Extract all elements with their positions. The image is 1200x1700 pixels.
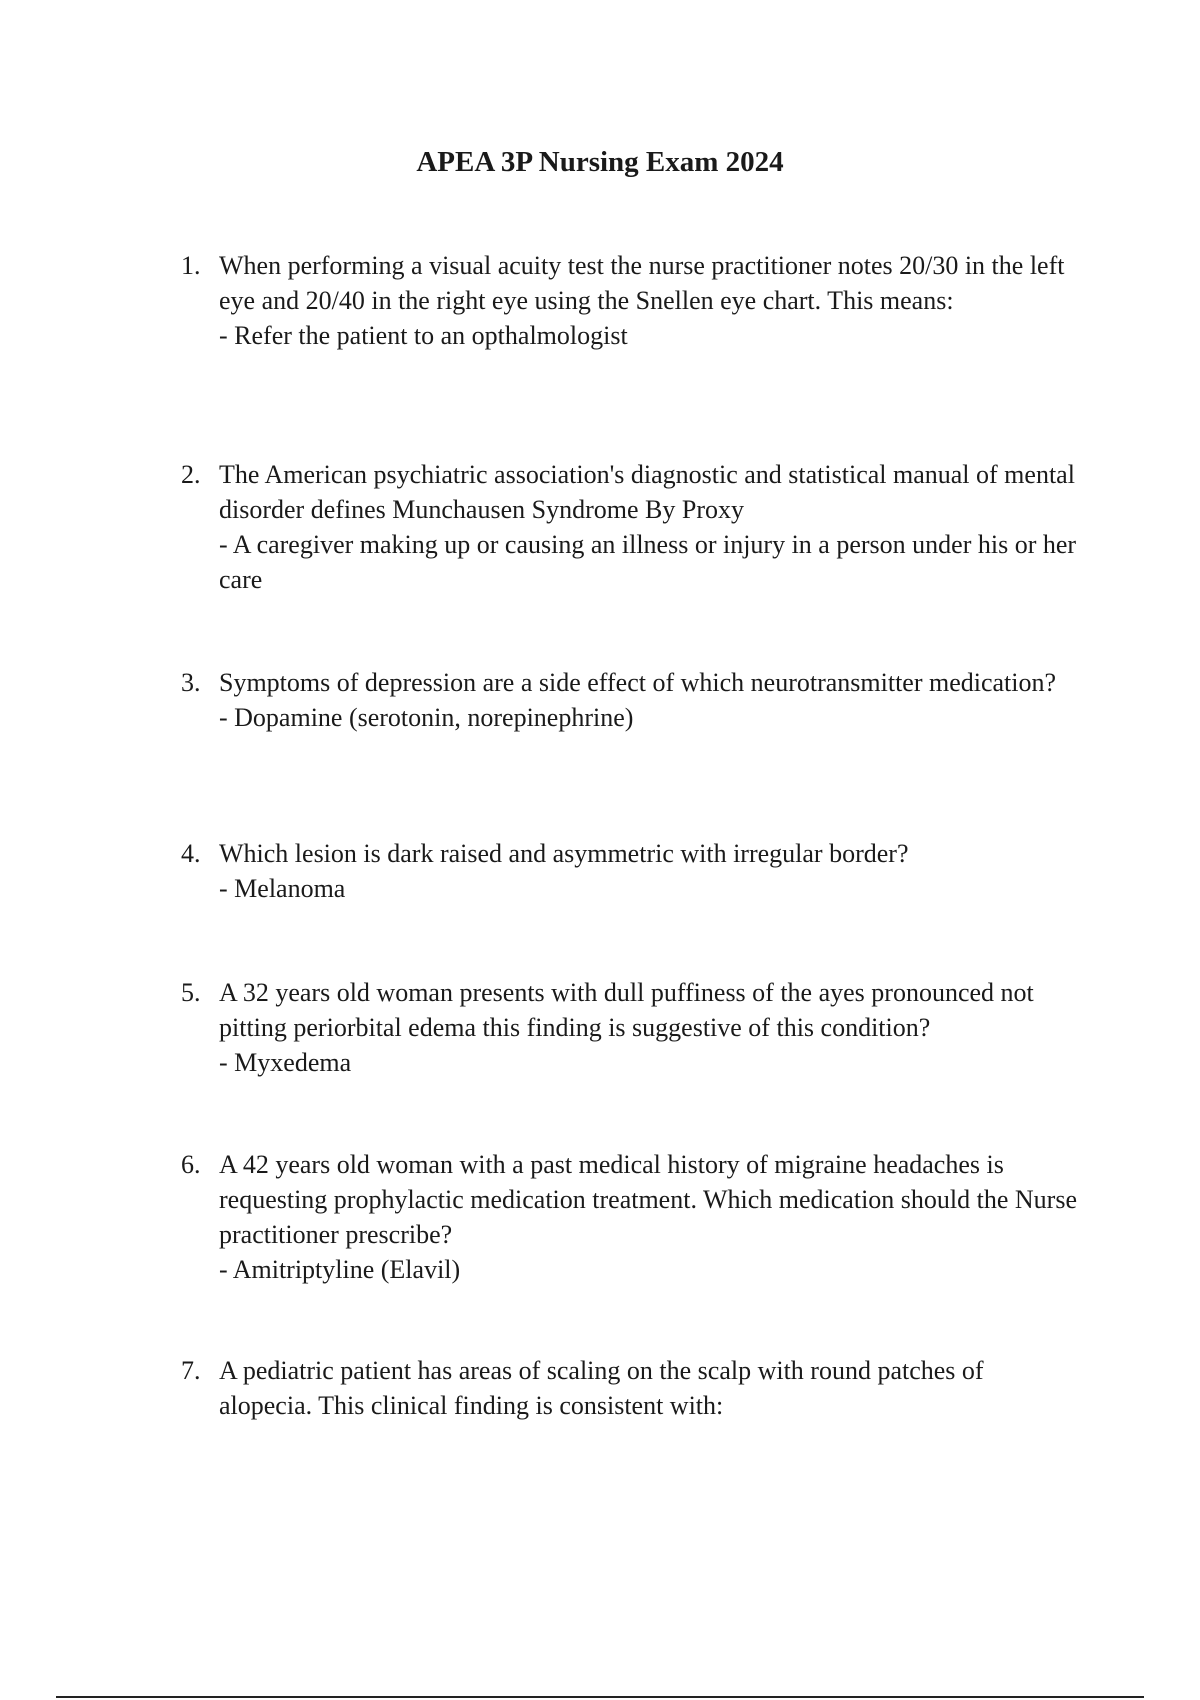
question-number: 1. [181,251,201,280]
question-item [181,457,1081,597]
question-text: The American psychiatric association's diagnostic and statistical manual of mental disorder defines Munchausen Syndrome By Proxy [219,460,1075,524]
question-number: 4. [181,839,201,868]
question-number: 7. [181,1356,201,1385]
question-item [181,1353,1081,1423]
question-text: Symptoms of depression are a side effect of which neurotransmitter medication? [219,668,1057,697]
question-text: Which lesion is dark raised and asymmetric with irregular border? [219,839,909,868]
question-text: A 42 years old woman with a past medical history of migraine headaches is requesting prophylactic medication treatment. Which medication should the Nurse practitioner prescribe? [219,1150,1077,1249]
question-answer: - Melanoma [219,874,346,903]
question-item [181,975,1081,1080]
question-text: A 32 years old woman presents with dull puffiness of the ayes pronounced not pitting periorbital edema this finding is suggestive of this condition? [219,978,1034,1042]
footer-divider [56,1696,1144,1698]
question-item [181,836,1081,906]
question-text: A pediatric patient has areas of scaling on the scalp with round patches of alopecia. This clinical finding is consistent with: [219,1356,984,1420]
question-answer: - Myxedema [219,1048,352,1077]
page-title: APEA 3P Nursing Exam 2024 [416,146,784,178]
question-number: 3. [181,668,201,697]
question-item [181,248,1081,353]
question-number: 2. [181,460,201,489]
question-item [181,1147,1081,1287]
question-text: When performing a visual acuity test the nurse practitioner notes 20/30 in the left eye and 20/40 in the right eye using the Snellen eye chart. This means: [219,251,1065,315]
question-answer: - Refer the patient to an opthalmologist [219,321,628,350]
question-answer: - A caregiver making up or causing an illness or injury in a person under his or her care [219,530,1077,594]
question-answer: - Dopamine (serotonin, norepinephrine) [219,703,634,732]
question-item [181,665,1081,735]
question-number: 5. [181,978,201,1007]
question-answer: - Amitriptyline (Elavil) [219,1255,461,1284]
question-number: 6. [181,1150,201,1179]
